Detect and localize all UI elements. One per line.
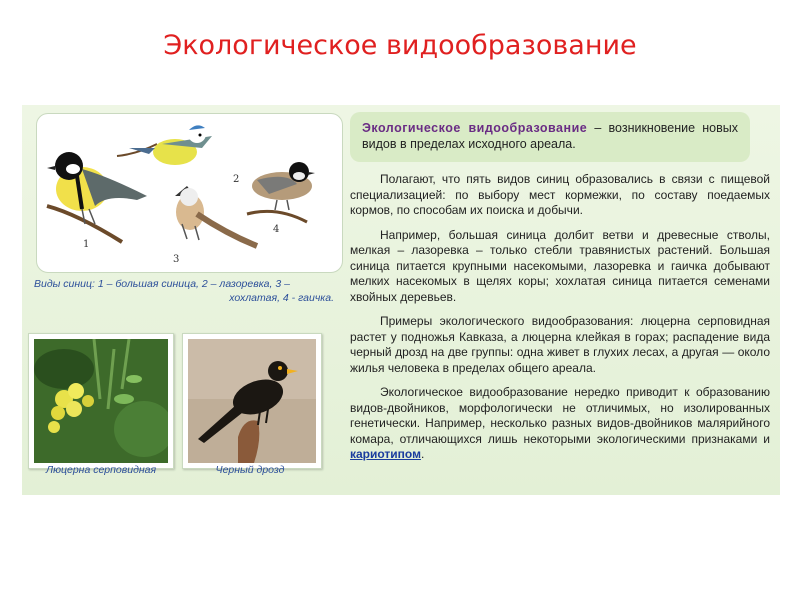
karyotype-link[interactable]: кариотипом (350, 447, 421, 461)
paragraph-1: Полагают, что пять видов синиц образовались в связи с пищевой специализацией: по выбору мест кормежки, по составу поедаемых кормов, по способам их поиска и добычи. (350, 172, 770, 217)
definition-text: – возникновение новых видов в пределах исходного ареала. (362, 121, 738, 151)
content-panel (22, 105, 780, 495)
blue-tit-bird (117, 125, 212, 165)
paragraph-3: Примеры экологического видообразования: люцерна серповидная растет у подножья Кавказа, а люцерна клейкая в горах; распадение вида черный дрозд на две группы: одна живет в глухих лесах, а другая — около жилья человека в пределах общего ареала. (350, 314, 770, 375)
blackbird-photo (182, 333, 322, 469)
bird-label-4: 4 (273, 224, 280, 235)
slide-title: Экологическое видообразование (163, 30, 637, 61)
crested-tit-bird (175, 186, 257, 246)
tit-species-illustration (36, 113, 343, 273)
birds-caption-line2: хохлатая, 4 - гаичка. (229, 292, 334, 304)
alfalfa-image (34, 339, 168, 463)
blackbird-image (188, 339, 316, 463)
great-tit-bird (47, 152, 147, 224)
alfalfa-caption: Люцерна серповидная (45, 464, 157, 476)
birds-caption-line1: Виды синиц: 1 – большая синица, 2 – лазоревка, 3 – (34, 278, 290, 290)
birds-caption (34, 277, 334, 305)
bird-label-1: 1 (83, 239, 90, 250)
bird-label-2: 2 (233, 174, 240, 185)
body-text (350, 172, 770, 472)
paragraph-4-end: . (420, 447, 425, 461)
blackbird-caption: Черный дрозд (215, 464, 285, 476)
alfalfa-photo (28, 333, 174, 469)
definition-term: Экологическое видообразование (362, 121, 588, 135)
definition-box (350, 112, 750, 162)
bird-label-3: 3 (173, 254, 180, 265)
marsh-tit-bird (247, 162, 315, 222)
paragraph-2: Например, большая синица долбит ветви и древесные стволы, мелкая – лазоревка – только стебли травянистых растений. Большая синица питается крупными насекомыми, лазоревка и гаичка добывают мелких насекомых в щелях коры; хохлатая синица питается семенами хвойных деревьев. (350, 227, 770, 304)
paragraph-4 (350, 385, 770, 463)
paragraph-4-text: Экологическое видообразование нередко приводит к образованию видов-двойников, морфологически не отличимых, но изолированных генетически. Например, несколько разных видов-двойников малярийного комара, отличающихся лишь некоторыми экологическими признаками и (350, 385, 770, 446)
